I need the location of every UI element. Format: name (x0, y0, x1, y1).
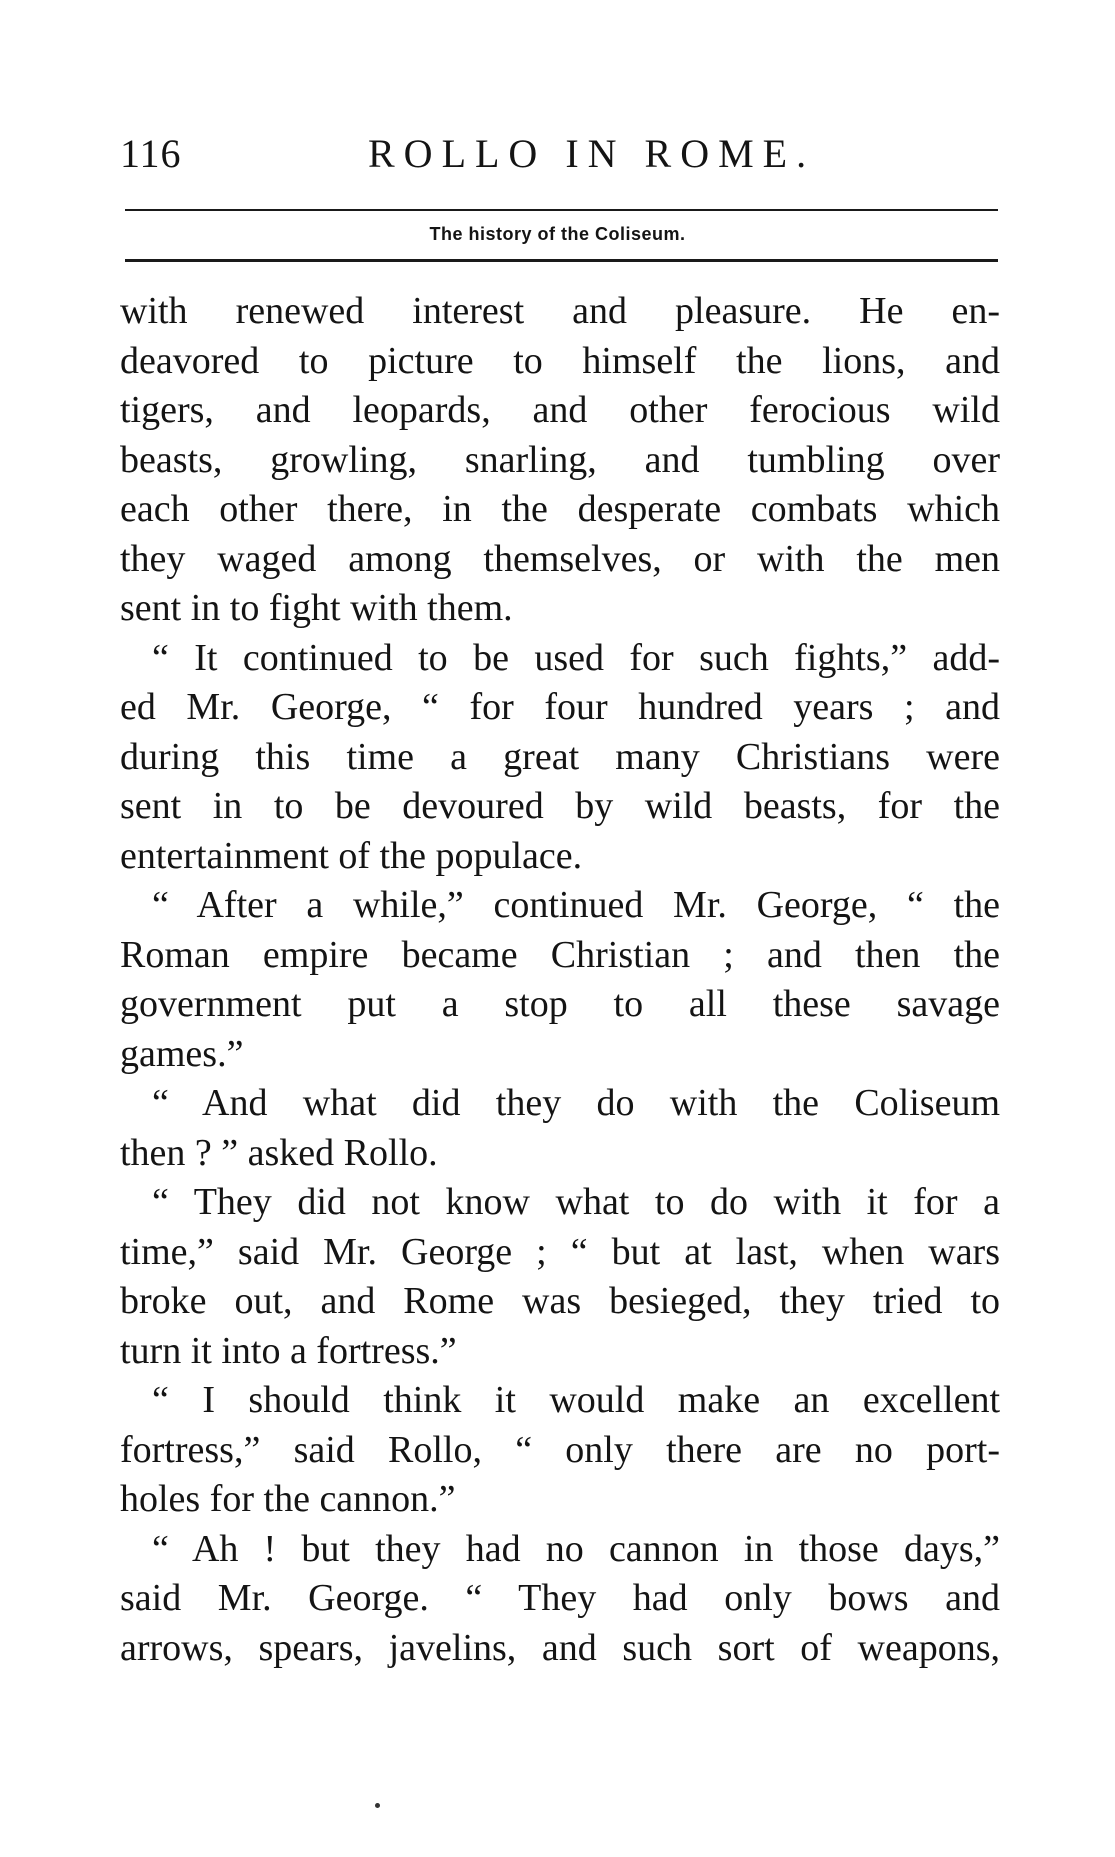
text-line: time,” said Mr. George ; “ but at last, when wars (120, 1230, 1000, 1273)
text-line: “ Ah ! but they had no cannon in those days,” (152, 1527, 1000, 1570)
text-line: tigers, and leopards, and other ferocious wild (120, 389, 1000, 431)
text-line: each other there, in the desperate combats which (120, 488, 1000, 530)
text-line: said Mr. George. “ They had only bows and (120, 1577, 1000, 1619)
text-line: with renewed interest and pleasure. He en- (120, 290, 1000, 332)
header-rule-bottom (125, 259, 998, 262)
text-line: turn it into a fortress.” (120, 1329, 457, 1372)
ink-dot (375, 1803, 380, 1808)
page-number: 116 (120, 131, 182, 176)
text-line: arrows, spears, javelins, and such sort of weapons, (120, 1626, 1000, 1669)
body-text (120, 287, 1000, 1673)
text-line: Roman empire became Christian ; and then the (120, 933, 1000, 976)
text-line: deavored to picture to himself the lions, and (120, 339, 1000, 382)
text-line: “ After a while,” continued Mr. George, “ the (152, 884, 1000, 926)
text-line: beasts, growling, snarling, and tumbling over (120, 438, 1000, 481)
text-line: “ And what did they do with the Coliseum (152, 1082, 1000, 1124)
text-line: “ They did not know what to do with it for a (152, 1181, 1000, 1223)
chapter-subheading: The history of the Coliseum. (429, 224, 686, 244)
text-line: then ? ” asked Rollo. (120, 1131, 438, 1174)
running-title: ROLLO IN ROME. (368, 131, 816, 176)
text-line: ed Mr. George, “ for four hundred years ; and (120, 686, 1000, 728)
text-line: entertainment of the populace. (120, 834, 583, 877)
text-line: sent in to fight with them. (120, 587, 513, 629)
text-line: sent in to be devoured by wild beasts, for the (120, 785, 1000, 827)
text-line: broke out, and Rome was besieged, they tried to (120, 1280, 1000, 1322)
text-line: “ It continued to be used for such fights,” add- (152, 636, 1000, 679)
text-line: they waged among themselves, or with the men (120, 537, 1000, 580)
header-rule-top (125, 209, 998, 211)
text-line: fortress,” said Rollo, “ only there are no port- (120, 1428, 1000, 1471)
text-line: “ I should think it would make an excellent (152, 1379, 1000, 1421)
text-line: government put a stop to all these savage (120, 983, 1000, 1025)
text-line: holes for the cannon.” (120, 1478, 456, 1520)
text-line: during this time a great many Christians were (120, 735, 1000, 778)
text-line: games.” (120, 1032, 244, 1075)
